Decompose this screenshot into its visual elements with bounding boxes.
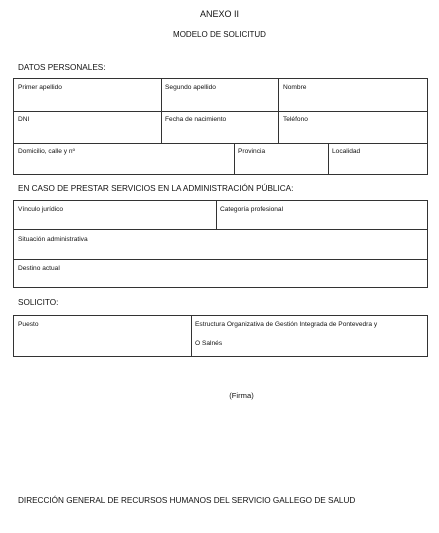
row-divider <box>14 259 427 260</box>
post-field[interactable]: Puesto <box>18 321 39 328</box>
form-model-title: MODELO DE SOLICITUD <box>173 30 266 39</box>
professional-category-field[interactable]: Categoría profesional <box>220 206 284 213</box>
column-divider <box>161 79 162 143</box>
column-divider <box>216 201 217 229</box>
locality-field[interactable]: Localidad <box>332 148 361 155</box>
dni-field[interactable]: DNI <box>18 116 30 123</box>
public-service-heading: EN CASO DE PRESTAR SERVICIOS EN LA ADMINISTRACIÓN PÚBLICA: <box>18 184 294 193</box>
column-divider <box>328 143 329 174</box>
personal-data-table <box>13 78 428 175</box>
address-field[interactable]: Domicilio, calle y nº <box>18 148 76 155</box>
name-field[interactable]: Nombre <box>283 84 307 91</box>
personal-data-heading: DATOS PERSONALES: <box>18 63 106 72</box>
column-divider <box>191 316 192 356</box>
organizational-structure-line2: O Salnés <box>195 340 223 347</box>
public-service-table <box>13 200 428 288</box>
phone-field[interactable]: Teléfono <box>283 116 308 123</box>
row-divider <box>14 143 427 144</box>
legal-link-field[interactable]: Vínculo jurídico <box>18 206 64 213</box>
current-post-field[interactable]: Destino actual <box>18 265 60 272</box>
province-field[interactable]: Provincia <box>238 148 266 155</box>
column-divider <box>234 143 235 174</box>
first-surname-field[interactable]: Primer apellido <box>18 84 62 91</box>
request-heading: SOLICITO: <box>18 298 59 307</box>
request-table <box>13 315 428 357</box>
row-divider <box>14 229 427 230</box>
administrative-status-field[interactable]: Situación administrativa <box>18 236 88 243</box>
organizational-structure-line1: Estructura Organizativa de Gestión Integrada de Pontevedra y <box>195 321 378 328</box>
footer-recipient: DIRECCIÓN GENERAL DE RECURSOS HUMANOS DEL SERVICIO GALLEGO DE SALUD <box>18 496 356 505</box>
birth-date-field[interactable]: Fecha de nacimiento <box>165 116 227 123</box>
column-divider <box>278 79 279 143</box>
row-divider <box>14 111 427 112</box>
second-surname-field[interactable]: Segundo apellido <box>165 84 216 91</box>
signature-label: (Firma) <box>229 391 254 400</box>
annex-title: ANEXO II <box>199 9 239 19</box>
